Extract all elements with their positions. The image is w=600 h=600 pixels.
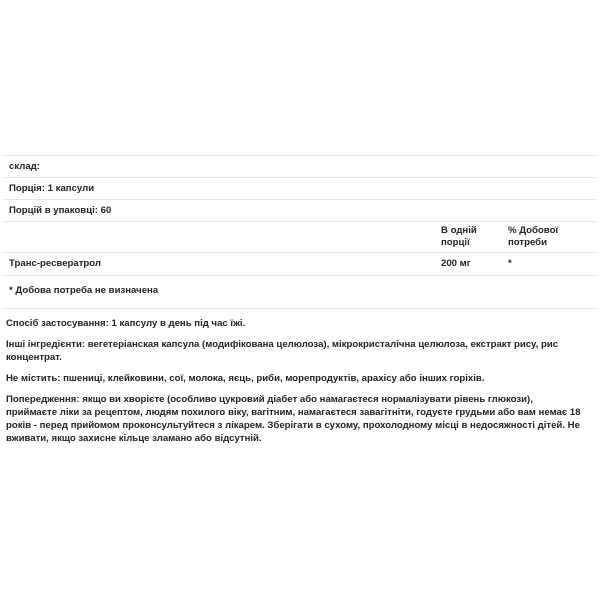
header-daily-value	[508, 225, 558, 249]
header-text: В одній	[441, 225, 477, 236]
composition-label: склад:	[9, 161, 40, 172]
divider	[4, 155, 596, 156]
footnote: * Добова потреба не визначена	[9, 285, 159, 296]
nutrient-name: Транс-ресвератрол	[9, 258, 101, 269]
serving-size: Порція: 1 капсули	[9, 183, 95, 194]
divider	[4, 252, 596, 253]
other-ingredients: Інші інгредієнти: вегетеріанская капсула (модифікована целюлоза), мікрокристалічна целюлоза, екстракт рису, рис концентрат.	[6, 339, 559, 363]
nutrient-amount: 200 мг	[441, 258, 471, 269]
header-text: % Добової	[508, 225, 559, 236]
divider	[4, 308, 596, 309]
header-text: потреби	[508, 237, 548, 248]
header-text: порції	[441, 237, 470, 248]
directions: Спосіб застосування: 1 капсулу в день під час їжі.	[6, 318, 246, 329]
free-of: Не містить: пшениці, клейковини, сої, молока, яєць, риби, морепродуктів, арахісу або інших горіхів.	[6, 373, 485, 384]
servings-per-container: Порцій в упаковці: 60	[9, 205, 112, 216]
nutrient-daily-value: *	[508, 258, 512, 269]
divider	[4, 199, 596, 200]
divider	[4, 177, 596, 178]
divider	[4, 275, 596, 276]
header-per-serving	[441, 225, 477, 249]
warning: Попередження: якщо ви хворієте (особливо цукровий діабет або намагаєтеся нормалізувати рівень глюкози), приймаєте ліки за рецептом, людям похилого віку, вагітним, намагаєтеся завагітніти, годуєте грудьми або вам немає 18 років - перед прийомом проконсультуйтеся з лікарем. Зберігати в сухому, прохолодному місці в недосяжності дітей. Не вживати, якщо захисне кільце зламано або відсутній.	[6, 394, 581, 444]
divider	[4, 221, 596, 222]
